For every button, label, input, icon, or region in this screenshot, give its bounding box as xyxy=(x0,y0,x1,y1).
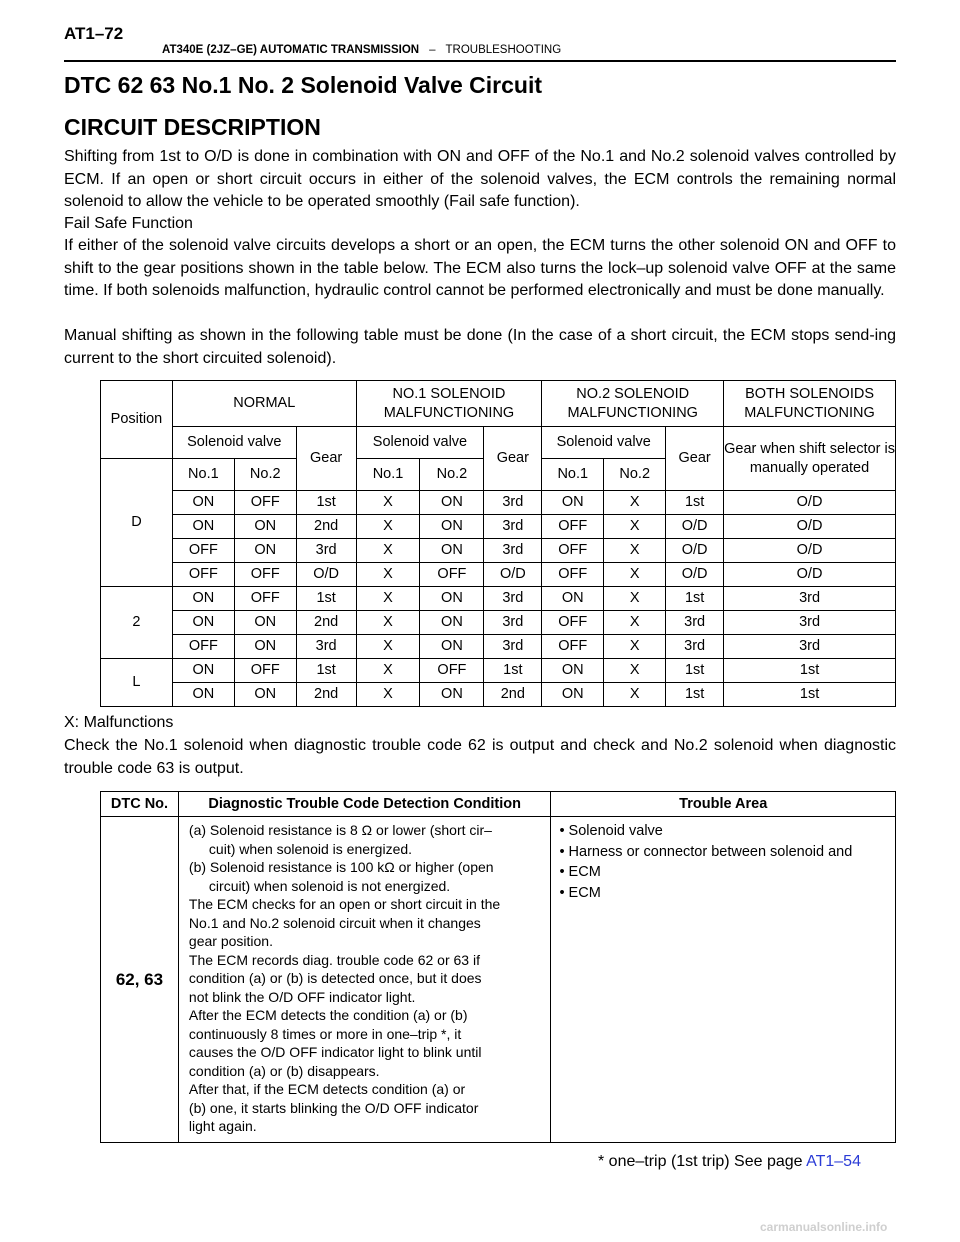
header-rule xyxy=(64,60,896,62)
cell: X xyxy=(604,587,666,611)
cell: ON xyxy=(420,491,484,515)
cell: 3rd xyxy=(724,611,896,635)
cell: 1st xyxy=(666,491,724,515)
no2-malf-header: NO.2 SOLENOID MALFUNCTIONING xyxy=(542,381,724,427)
cell: OFF xyxy=(172,539,234,563)
normal-header: NORMAL xyxy=(172,381,356,427)
cell: 3rd xyxy=(484,611,542,635)
cell: 1st xyxy=(724,659,896,683)
failsafe-table xyxy=(100,380,896,707)
cell: ON xyxy=(172,659,234,683)
cell: 3rd xyxy=(484,635,542,659)
cell: X xyxy=(356,611,420,635)
condition-header: Diagnostic Trouble Code Detection Condition xyxy=(178,792,551,817)
table-row xyxy=(101,611,896,635)
cell: ON xyxy=(234,515,296,539)
condition-line: circuit) when solenoid is not energized. xyxy=(208,877,451,894)
cell: OFF xyxy=(172,563,234,587)
cell: O/D xyxy=(666,539,724,563)
table-row xyxy=(101,635,896,659)
cell: ON xyxy=(420,611,484,635)
cell: 3rd xyxy=(484,491,542,515)
condition-line: The ECM records diag. trouble code 62 or 63 if xyxy=(188,951,480,968)
position-cell: 2 xyxy=(101,587,173,659)
cell: 3rd xyxy=(484,587,542,611)
cell: 1st xyxy=(296,491,356,515)
intro-paragraph: Shifting from 1st to O/D is done in combination with ON and OFF of the No.1 and No.2 solenoid valves controlled by ECM. If an open or short circuit occurs in either of the solenoid valves, the ECM controls the remaining normal solenoid to allow the vehicle to be operated smoothly (Fail safe function). xyxy=(64,148,896,210)
cell: OFF xyxy=(234,659,296,683)
cell: 1st xyxy=(296,587,356,611)
cell: 1st xyxy=(484,659,542,683)
both-malf-header: BOTH SOLENOIDS MALFUNCTIONING xyxy=(724,381,896,427)
condition-line: light again. xyxy=(188,1118,257,1134)
cell: X xyxy=(356,491,420,515)
cell: X xyxy=(356,539,420,563)
page-code: AT1–72 xyxy=(64,24,124,43)
failsafe-heading: Fail Safe Function xyxy=(64,215,193,232)
table-row xyxy=(101,659,896,683)
cell: 2nd xyxy=(296,683,356,707)
no1-malf-header: NO.1 SOLENOID MALFUNCTIONING xyxy=(356,381,542,427)
cell: OFF xyxy=(542,515,604,539)
cell: X xyxy=(604,491,666,515)
cell: 1st xyxy=(724,683,896,707)
no2-header: No.2 xyxy=(234,459,296,491)
cell: 1st xyxy=(296,659,356,683)
cell: 3rd xyxy=(296,635,356,659)
condition-line: cuit) when solenoid is energized. xyxy=(208,840,413,857)
cell: ON xyxy=(234,683,296,707)
cell: 3rd xyxy=(484,515,542,539)
cell: 3rd xyxy=(296,539,356,563)
manual-shift-paragraph: Manual shifting as shown in the following table must be done (In the case of a short circuit, the ECM stops send-ing current to the short circuited solenoid). xyxy=(64,327,896,367)
cell: O/D xyxy=(724,491,896,515)
table-row xyxy=(101,515,896,539)
cell: ON xyxy=(542,587,604,611)
solenoid-valve-header: Solenoid valve xyxy=(542,427,666,459)
cell: X xyxy=(356,659,420,683)
table-row xyxy=(101,683,896,707)
cell: ON xyxy=(420,515,484,539)
cell: OFF xyxy=(234,491,296,515)
cell: X xyxy=(604,563,666,587)
position-cell: L xyxy=(101,659,173,707)
detection-condition xyxy=(178,817,551,1143)
cell: O/D xyxy=(666,515,724,539)
cell: O/D xyxy=(724,563,896,587)
table-row xyxy=(101,539,896,563)
condition-line: condition (a) or (b) disappears. xyxy=(188,1062,380,1079)
cell: OFF xyxy=(542,563,604,587)
cell: 3rd xyxy=(666,611,724,635)
cell: ON xyxy=(172,587,234,611)
cell: ON xyxy=(542,683,604,707)
no1-header: No.1 xyxy=(172,459,234,491)
cell: 3rd xyxy=(484,539,542,563)
cell: O/D xyxy=(724,515,896,539)
condition-line: No.1 and No.2 solenoid circuit when it changes xyxy=(188,914,481,931)
condition-line: The ECM checks for an open or short circuit in the xyxy=(188,896,501,912)
condition-line: (b) one, it starts blinking the O/D OFF indicator xyxy=(188,1099,479,1116)
footnote xyxy=(598,1153,861,1171)
cell: X xyxy=(356,587,420,611)
cell: OFF xyxy=(420,563,484,587)
cell: OFF xyxy=(542,635,604,659)
area-item: • Harness or connector between solenoid and xyxy=(559,843,853,860)
section-heading: CIRCUIT DESCRIPTION xyxy=(64,114,321,140)
page-title: DTC 62 63 No.1 No. 2 Solenoid Valve Circuit xyxy=(64,72,543,98)
cell: ON xyxy=(420,683,484,707)
cell: 2nd xyxy=(296,611,356,635)
gear-header: Gear xyxy=(666,427,724,491)
cell: 2nd xyxy=(296,515,356,539)
cell: X xyxy=(604,683,666,707)
cell: ON xyxy=(234,635,296,659)
condition-line: (a) Solenoid resistance is 8 Ω or lower (short cir– xyxy=(188,822,492,838)
cell: 2nd xyxy=(484,683,542,707)
cell: OFF xyxy=(234,563,296,587)
condition-line: (b) Solenoid resistance is 100 kΩ or higher (open xyxy=(188,859,494,875)
condition-line: After the ECM detects the condition (a) or (b) xyxy=(188,1007,468,1023)
cell: O/D xyxy=(724,539,896,563)
failsafe-paragraph: If either of the solenoid valve circuits develops a short or an open, the ECM turns the other solenoid ON and OFF to shift to the gear positions shown in the table below. The ECM also turns the lock–up solenoid valve OFF at the same time. If both solenoids malfunction, hydraulic control cannot be performed electronically and must be done manually. xyxy=(64,237,896,299)
cell: X xyxy=(356,563,420,587)
dtc-code: 62, 63 xyxy=(101,817,179,1143)
condition-line: condition (a) or (b) is detected once, but it does xyxy=(188,970,482,986)
area-item: • ECM xyxy=(559,884,601,901)
running-header xyxy=(162,44,561,56)
cell: X xyxy=(604,635,666,659)
cell: O/D xyxy=(666,563,724,587)
condition-line: causes the O/D OFF indicator light to blink until xyxy=(188,1044,482,1060)
condition-line: not blink the O/D OFF indicator light. xyxy=(188,988,416,1005)
condition-line: gear position. xyxy=(188,933,273,949)
cell: ON xyxy=(172,611,234,635)
condition-line: continuously 8 times or more in one–trip *, it xyxy=(188,1025,462,1042)
cell: X xyxy=(604,659,666,683)
solenoid-valve-header: Solenoid valve xyxy=(172,427,296,459)
cell: ON xyxy=(172,515,234,539)
table-row xyxy=(101,587,896,611)
cell: ON xyxy=(234,611,296,635)
dtc-no-header: DTC No. xyxy=(101,792,179,817)
cell: 3rd xyxy=(724,587,896,611)
cell: O/D xyxy=(484,563,542,587)
condition-line: After that, if the ECM detects condition (a) or xyxy=(188,1081,466,1097)
cell: ON xyxy=(420,539,484,563)
table-row xyxy=(101,563,896,587)
no2-header: No.2 xyxy=(420,459,484,491)
cell: ON xyxy=(172,491,234,515)
trouble-area xyxy=(551,817,896,1143)
cell: ON xyxy=(172,683,234,707)
cell: X xyxy=(356,515,420,539)
cell: OFF xyxy=(234,587,296,611)
gear-header: Gear xyxy=(296,427,356,491)
manual-gear-header: Gear when shift selector is manually operated xyxy=(724,427,896,491)
cell: ON xyxy=(542,659,604,683)
cell: OFF xyxy=(542,539,604,563)
cell: 1st xyxy=(666,659,724,683)
area-item: • ECM xyxy=(559,864,601,880)
area-item: • Solenoid valve xyxy=(559,823,663,839)
manual-title: AT340E (2JZ–GE) AUTOMATIC TRANSMISSION xyxy=(162,44,420,56)
no1-header: No.1 xyxy=(542,459,604,491)
cell: 3rd xyxy=(666,635,724,659)
trouble-area-header: Trouble Area xyxy=(551,792,896,817)
cell: OFF xyxy=(172,635,234,659)
cell: 1st xyxy=(666,683,724,707)
cell: X xyxy=(604,539,666,563)
check-paragraph: Check the No.1 solenoid when diagnostic trouble code 62 is output and check and No.2 solenoid when diagnostic trouble code 63 is output. xyxy=(64,737,896,777)
cell: X xyxy=(604,515,666,539)
no1-header: No.1 xyxy=(356,459,420,491)
cell: OFF xyxy=(542,611,604,635)
section-name: TROUBLESHOOTING xyxy=(445,44,562,56)
cell: ON xyxy=(420,587,484,611)
table-row xyxy=(101,491,896,515)
no2-header: No.2 xyxy=(604,459,666,491)
cell: 3rd xyxy=(724,635,896,659)
cell: X xyxy=(356,635,420,659)
cell: OFF xyxy=(420,659,484,683)
page-link[interactable]: AT1–54 xyxy=(806,1153,861,1170)
cell: ON xyxy=(234,539,296,563)
watermark: carmanualsonline.info xyxy=(760,1220,888,1234)
dtc-table xyxy=(100,791,896,1143)
position-header: Position xyxy=(101,381,173,459)
footnote-text: * one–trip (1st trip) See page xyxy=(598,1153,807,1170)
position-cell: D xyxy=(101,459,173,587)
malfunction-legend: X: Malfunctions xyxy=(64,714,174,731)
cell: X xyxy=(356,683,420,707)
cell: ON xyxy=(542,491,604,515)
cell: 1st xyxy=(666,587,724,611)
solenoid-valve-header: Solenoid valve xyxy=(356,427,484,459)
cell: ON xyxy=(420,635,484,659)
header-separator: – xyxy=(429,44,436,56)
cell: O/D xyxy=(296,563,356,587)
cell: X xyxy=(604,611,666,635)
gear-header: Gear xyxy=(484,427,542,491)
